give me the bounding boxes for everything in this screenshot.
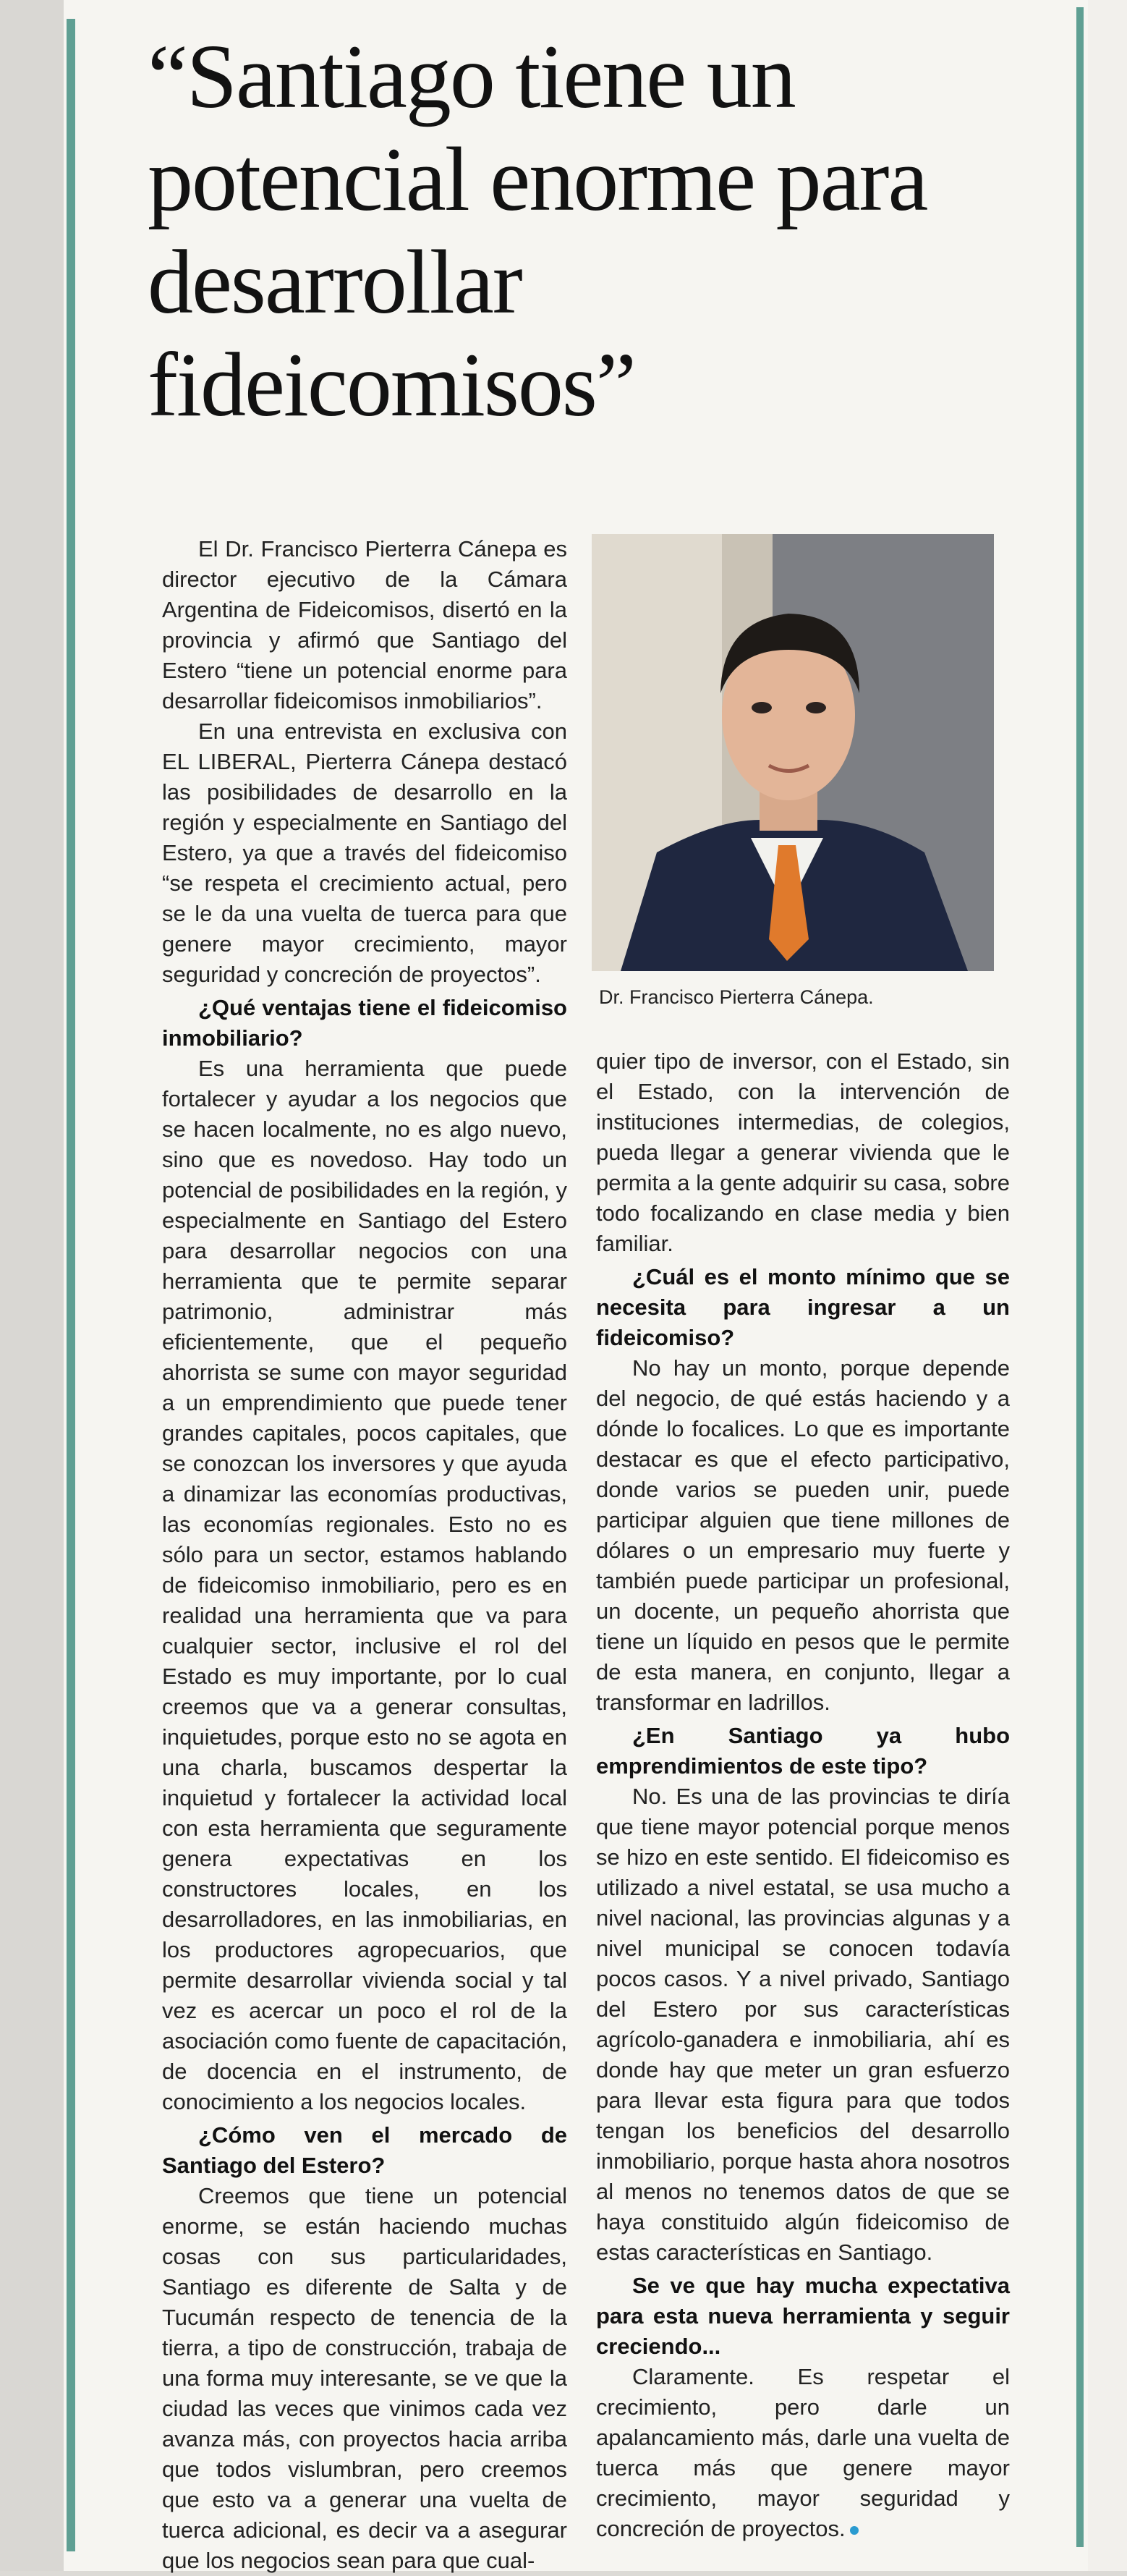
- interview-question: ¿Qué ventajas tiene el fideicomiso inmobiliario?: [162, 995, 567, 1051]
- interview-answer: Claramente. Es respetar el crecimiento, pero darle un apalancamiento más, darle una vuelta de tuerca más que genere mayor crecimiento, mayor seguridad y concreción de proyectos.: [596, 2364, 1010, 2541]
- right-page-bleed: [1088, 0, 1127, 2571]
- interview-question: ¿Cuál es el monto mínimo que se necesita para ingresar a un fideicomiso?: [596, 1264, 1010, 1350]
- interview-answer-continued: quier tipo de inversor, con el Estado, sin el Estado, con la intervención de instituciones intermedias, de colegios, pueda llegar a generar vivienda que le permita a la gente adquirir su casa, sobre todo focalizando en clase media y bien familiar.: [596, 1048, 1010, 1256]
- left-green-rule: [67, 19, 75, 2551]
- intro-paragraph: En una entrevista en exclusiva con EL LIBERAL, Pierterra Cánepa destacó las posibilidades de desarrollo en la región y especialmente en Santiago del Estero, ya que a través del fideicomiso “se respeta el crecimiento actual, pero se le da una vuelta de tuerca para que genere mayor crecimiento, mayor seguridad y concreción de proyectos”.: [162, 719, 567, 987]
- interview-question: Se ve que hay mucha expectativa para esta nueva herramienta y seguir creciendo...: [596, 2273, 1010, 2359]
- interview-answer: No hay un monto, porque depende del negocio, de qué estás haciendo y a dónde lo focalices. Lo que es importante destacar es que el efecto participativo, donde varios se pueden unir, puede participar alguien que tiene millones de dólares o un empresario muy fuerte y también puede participar un profesional, un docente, un pequeño ahorrista que tiene un líquido en pesos que le permite de esta manera, en conjunto, llegar a transformar en ladrillos.: [596, 1355, 1010, 1715]
- interview-question: ¿Cómo ven el mercado de Santiago del Estero?: [162, 2122, 567, 2178]
- interview-answer: Creemos que tiene un potencial enorme, se están haciendo muchas cosas con sus particularidades, Santiago es diferente de Salta y de Tucumán respecto de tenencia de la tierra, a tipo de construcción, trabaja de una forma muy interesante, se ve que la ciudad las veces que vinimos cada vez avanza más, con proyectos hacia arriba que todos vislumbran, pero creemos que esto va a generar una vuelta de tuerca adicional, es decir va a asegurar que los negocios sean para que cual-: [162, 2183, 567, 2573]
- article-headline: “Santiago tiene un potencial enorme para desarrollar fideicomisos”: [148, 27, 927, 436]
- interview-answer: Es una herramienta que puede fortalecer y ayudar a los negocios que se hacen localmente, no es algo nuevo, sino que es novedoso. Hay todo un potencial de posibilidades en la región, y especialmente en Santiago del Estero para desarrollar negocios con una herramienta que te permite separar patrimonio, administrar más eficientemente, que el pequeño ahorrista se sume con mayor seguridad a un emprendimiento que puede tener grandes capitales, pocos capitales, que se conozcan los inversores y que ayuda a dinamizar las economías productivas, las economías regionales. Esto no es sólo para un sector, estamos hablando de fideicomiso inmobiliario, pero es en realidad una herramienta que va para cualquier sector, inclusive el rol del Estado es muy importante, por lo cual creemos que va a generar consultas, inquietudes, porque esto no se agota en una charla, buscamos despertar la inquietud y fortalecer la actividad local con esta herramienta que seguramente genera expectativas en los constructores locales, en los desarrolladores, en las inmobiliarias, en los productores agropecuarios, que permite desarrollar vivienda social y tal vez es acercar un poco el rol de la asociación como fuente de capacitación, de docencia en el instrumento, de conocimiento a los negocios locales.: [162, 1056, 567, 2114]
- article-column-right: [596, 1046, 1010, 2544]
- right-green-rule: [1076, 7, 1084, 2547]
- interview-answer: No. Es una de las provincias te diría que tiene mayor potencial porque menos se hizo en este sentido. El fideicomiso es utilizado a nivel estatal, se usa mucho a nivel nacional, las provincias algunas y a nivel municipal se conocen todavía pocos casos. Y a nivel privado, Santiago del Estero por sus características agrícolo-ganadera e inmobiliaria, ahí es donde hay que meter un gran esfuerzo para llevar esta figura para que todos tengan los beneficios del desarrollo inmobiliario, porque hasta ahora nosotros al menos no tenemos datos de que se haya constituido algún fideicomiso de estas características en Santiago.: [596, 1784, 1010, 2265]
- intro-paragraph: El Dr. Francisco Pierterra Cánepa es director ejecutivo de la Cámara Argentina de Fideicomisos, disertó en la provincia y afirmó que Santiago del Estero “tiene un potencial enorme para desarrollar fideicomisos inmobiliarios”.: [162, 536, 567, 713]
- photo-caption: Dr. Francisco Pierterra Cánepa.: [599, 986, 874, 1008]
- interview-question: ¿En Santiago ya hubo emprendimientos de este tipo?: [596, 1723, 1010, 1779]
- portrait-photo: [592, 534, 994, 971]
- left-page-bleed: [0, 0, 64, 2571]
- article-column-left: [162, 534, 567, 2576]
- closing-answer-wrap: [596, 2362, 1010, 2544]
- portrait-illustration: [592, 534, 994, 971]
- end-of-article-dot: [850, 2526, 859, 2535]
